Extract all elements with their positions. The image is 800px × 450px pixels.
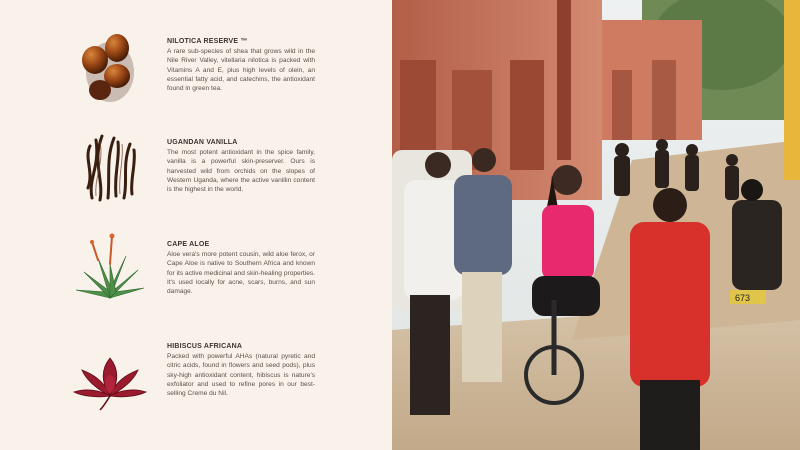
license-plate: 673	[735, 293, 751, 303]
vanilla-pods-image	[70, 128, 150, 208]
aloe-plant-image	[70, 228, 150, 308]
ingredients-panel	[0, 0, 392, 450]
ingredient-description: The most potent antioxidant in the spice family, vanilla is a powerful skin-preserver. Ours is harvested wild from orchids on the slopes of Western Uganda, where the active vanillin content is the highest in the world.	[167, 149, 315, 194]
ingredient-title: NILOTICA RESERVE ™	[167, 38, 248, 45]
ingredient-description: Aloe vera's more potent cousin, wild aloe ferox, or Cape Aloe is native to Southern Africa and known for its active medicinal and skin-healing properties. It's used locally for acne, scars, burns, and sun damage.	[167, 251, 315, 296]
shea-nuts-image	[70, 30, 150, 110]
street-scene-photo	[392, 0, 800, 450]
hibiscus-flower-image	[70, 340, 150, 420]
ingredient-description: Packed with powerful AHAs (natural pyretic and citric acids, found in flowers and seed pods), plus sky-high antioxidant content, hibiscus is nature's exfoliator and used to refine pores in our best-selling Creme du Nil.	[167, 353, 315, 398]
ingredient-description: A rare sub-species of shea that grows wild in the Nile River Valley, vitellaria nilotica is packed with Vitamins A and E, plus high levels of olein, an essential fatty acid, and catechins, the antioxidant found in green tea.	[167, 48, 315, 93]
ingredient-title: HIBISCUS AFRICANA	[167, 343, 243, 350]
ingredient-title: CAPE ALOE	[167, 241, 210, 248]
ingredient-title: UGANDAN VANILLA	[167, 139, 238, 146]
